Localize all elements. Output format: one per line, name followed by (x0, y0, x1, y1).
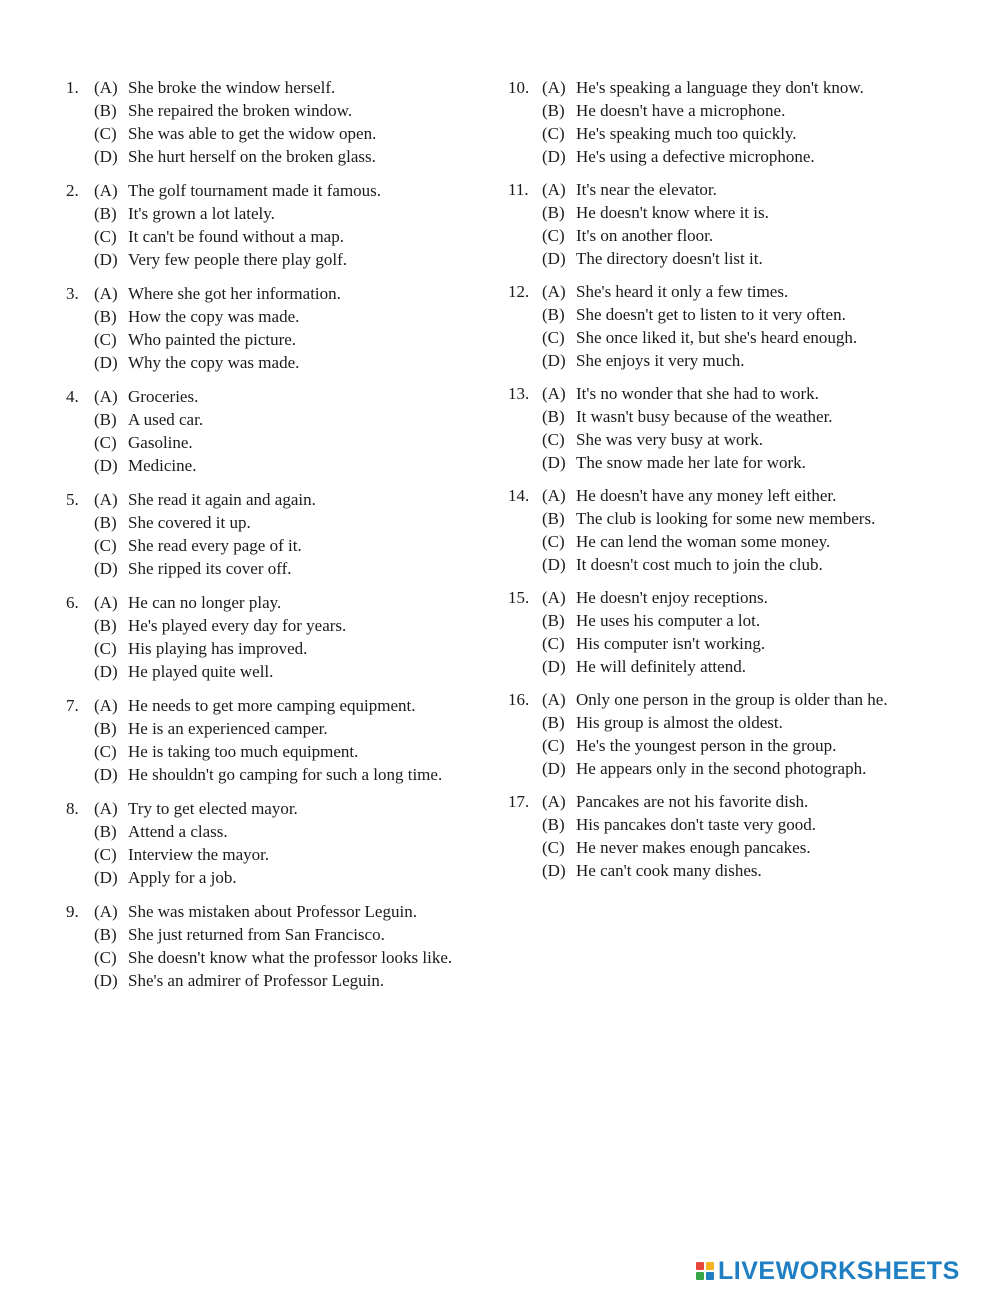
question-number: 17. (508, 792, 530, 811)
option-text: She broke the window herself. (128, 78, 336, 97)
option-text: He appears only in the second photograph. (576, 759, 867, 778)
answer-option (66, 946, 476, 969)
answer-option (66, 225, 476, 248)
option-letter: (B) (542, 815, 565, 834)
option-text: She's heard it only a few times. (576, 282, 789, 301)
option-text: It doesn't cost much to join the club. (576, 555, 823, 574)
option-text: He can no longer play. (128, 593, 282, 612)
option-text: She doesn't know what the professor looks like. (128, 948, 453, 967)
option-letter: (B) (542, 407, 565, 426)
option-text: Try to get elected mayor. (128, 799, 298, 818)
answer-option (66, 843, 476, 866)
answer-option (66, 488, 476, 511)
option-letter: (A) (542, 588, 566, 607)
option-letter: (B) (94, 204, 117, 223)
option-letter: (B) (542, 101, 565, 120)
question-number: 11. (508, 180, 529, 199)
option-letter: (D) (542, 657, 566, 676)
question-number: 10. (508, 78, 530, 97)
option-text: Very few people there play golf. (128, 250, 348, 269)
option-text: His group is almost the oldest. (576, 713, 783, 732)
question-13 (508, 382, 928, 474)
option-text: He will definitely attend. (576, 657, 746, 676)
option-text: He's speaking much too quickly. (576, 124, 797, 143)
option-text: It's no wonder that she had to work. (576, 384, 819, 403)
option-text: Who painted the picture. (128, 330, 297, 349)
question-number: 3. (66, 284, 79, 303)
option-text: He doesn't have any money left either. (576, 486, 837, 505)
answer-option (66, 282, 476, 305)
option-text: A used car. (128, 410, 204, 429)
answer-option (508, 609, 928, 632)
answer-option (508, 507, 928, 530)
answer-option (508, 484, 928, 507)
answer-option (508, 280, 928, 303)
option-letter: (C) (542, 532, 565, 551)
answer-option (508, 586, 928, 609)
option-text: She once liked it, but she's heard enough. (576, 328, 858, 347)
option-text: She covered it up. (128, 513, 251, 532)
answer-option (66, 660, 476, 683)
option-letter: (B) (94, 410, 117, 429)
answer-option (508, 201, 928, 224)
answer-option (508, 303, 928, 326)
option-letter: (B) (94, 822, 117, 841)
answer-option (508, 655, 928, 678)
option-letter: (B) (542, 611, 565, 630)
answer-option (66, 328, 476, 351)
option-text: He doesn't know where it is. (576, 203, 769, 222)
answer-option (66, 454, 476, 477)
option-letter: (D) (542, 147, 566, 166)
answer-option (66, 591, 476, 614)
option-letter: (C) (94, 124, 117, 143)
question-number: 13. (508, 384, 530, 403)
option-letter: (D) (94, 353, 118, 372)
option-letter: (D) (542, 351, 566, 370)
answer-option (66, 923, 476, 946)
option-text: The snow made her late for work. (576, 453, 806, 472)
option-letter: (C) (94, 639, 117, 658)
question-3 (66, 282, 476, 374)
option-text: Why the copy was made. (128, 353, 300, 372)
option-letter: (B) (94, 513, 117, 532)
option-letter: (A) (94, 387, 118, 406)
answer-option (508, 224, 928, 247)
answer-option (66, 694, 476, 717)
option-text: His computer isn't working. (576, 634, 766, 653)
option-text: Interview the mayor. (128, 845, 270, 864)
option-text: He never makes enough pancakes. (576, 838, 811, 857)
option-letter: (D) (542, 759, 566, 778)
answer-option (66, 248, 476, 271)
answer-option (508, 836, 928, 859)
option-letter: (D) (94, 971, 118, 990)
option-text: He's speaking a language they don't know. (576, 78, 864, 97)
option-text: The golf tournament made it famous. (128, 181, 382, 200)
answer-option (508, 349, 928, 372)
answer-option (508, 813, 928, 836)
question-number: 14. (508, 486, 530, 505)
question-number: 16. (508, 690, 530, 709)
option-letter: (D) (94, 868, 118, 887)
answer-option (508, 247, 928, 270)
option-text: Attend a class. (128, 822, 228, 841)
option-letter: (B) (94, 616, 117, 635)
option-letter: (C) (94, 227, 117, 246)
logo-block-blue (706, 1272, 714, 1280)
option-letter: (A) (542, 486, 566, 505)
question-12 (508, 280, 928, 372)
answer-option (508, 326, 928, 349)
option-letter: (C) (542, 124, 565, 143)
answer-option (508, 76, 928, 99)
answer-option (66, 179, 476, 202)
option-letter: (A) (542, 384, 566, 403)
option-text: It's on another floor. (576, 226, 714, 245)
answer-option (66, 900, 476, 923)
option-letter: (B) (542, 305, 565, 324)
question-5 (66, 488, 476, 580)
option-letter: (C) (94, 433, 117, 452)
option-letter: (A) (94, 799, 118, 818)
option-text: Medicine. (128, 456, 197, 475)
answer-option (508, 145, 928, 168)
answer-option (66, 408, 476, 431)
option-text: She was very busy at work. (576, 430, 763, 449)
option-letter: (B) (94, 925, 117, 944)
option-text: Only one person in the group is older than he. (576, 690, 888, 709)
question-8 (66, 797, 476, 889)
option-text: Where she got her information. (128, 284, 341, 303)
option-letter: (D) (94, 250, 118, 269)
answer-option (508, 405, 928, 428)
option-text: She was able to get the widow open. (128, 124, 377, 143)
logo-block-red (696, 1262, 704, 1270)
option-letter: (B) (542, 509, 565, 528)
question-number: 1. (66, 78, 79, 97)
answer-option (66, 614, 476, 637)
option-text: She doesn't get to listen to it very often. (576, 305, 846, 324)
question-9 (66, 900, 476, 992)
left-question-column (66, 76, 476, 1003)
question-16 (508, 688, 928, 780)
option-text: She was mistaken about Professor Leguin. (128, 902, 417, 921)
question-10 (508, 76, 928, 168)
answer-option (66, 717, 476, 740)
question-4 (66, 385, 476, 477)
option-text: It's grown a lot lately. (128, 204, 275, 223)
option-text: He doesn't enjoy receptions. (576, 588, 768, 607)
option-text: He can lend the woman some money. (576, 532, 831, 551)
option-letter: (B) (542, 713, 565, 732)
option-text: His playing has improved. (128, 639, 308, 658)
answer-option (508, 451, 928, 474)
option-letter: (A) (542, 78, 566, 97)
option-letter: (A) (94, 78, 118, 97)
answer-option (508, 530, 928, 553)
option-letter: (B) (94, 719, 117, 738)
option-letter: (A) (94, 284, 118, 303)
answer-option (66, 202, 476, 225)
option-letter: (B) (94, 307, 117, 326)
question-number: 15. (508, 588, 530, 607)
option-letter: (A) (94, 181, 118, 200)
answer-option (66, 797, 476, 820)
answer-option (508, 734, 928, 757)
answer-option (508, 178, 928, 201)
option-text: Groceries. (128, 387, 199, 406)
answer-option (508, 382, 928, 405)
answer-option (66, 351, 476, 374)
option-text: His pancakes don't taste very good. (576, 815, 817, 834)
option-letter: (D) (94, 456, 118, 475)
right-question-column (508, 76, 928, 892)
option-letter: (D) (94, 559, 118, 578)
question-number: 8. (66, 799, 79, 818)
option-text: She's an admirer of Professor Leguin. (128, 971, 385, 990)
option-text: She repaired the broken window. (128, 101, 353, 120)
option-letter: (A) (542, 282, 566, 301)
option-text: He's the youngest person in the group. (576, 736, 837, 755)
answer-option (66, 763, 476, 786)
option-text: She ripped its cover off. (128, 559, 292, 578)
option-text: He shouldn't go camping for such a long time. (128, 765, 443, 784)
option-text: Pancakes are not his favorite dish. (576, 792, 809, 811)
option-text: Apply for a job. (128, 868, 237, 887)
option-letter: (A) (94, 902, 118, 921)
option-text: He needs to get more camping equipment. (128, 696, 416, 715)
option-text: It's near the elevator. (576, 180, 717, 199)
brand-name: LIVEWORKSHEETS (718, 1256, 960, 1285)
option-text: He's using a defective microphone. (576, 147, 815, 166)
option-letter: (A) (94, 490, 118, 509)
answer-option (508, 711, 928, 734)
option-letter: (C) (542, 430, 565, 449)
option-letter: (C) (542, 634, 565, 653)
option-letter: (A) (94, 696, 118, 715)
question-11 (508, 178, 928, 270)
answer-option (66, 385, 476, 408)
option-letter: (A) (542, 180, 566, 199)
option-text: The directory doesn't list it. (576, 249, 763, 268)
question-number: 5. (66, 490, 79, 509)
question-17 (508, 790, 928, 882)
option-letter: (D) (94, 765, 118, 784)
option-letter: (A) (542, 690, 566, 709)
question-2 (66, 179, 476, 271)
answer-option (508, 553, 928, 576)
option-text: The club is looking for some new members. (576, 509, 876, 528)
option-letter: (B) (94, 101, 117, 120)
option-text: It wasn't busy because of the weather. (576, 407, 833, 426)
answer-option (66, 969, 476, 992)
answer-option (66, 145, 476, 168)
logo-block-yellow (706, 1262, 714, 1270)
option-letter: (D) (542, 555, 566, 574)
option-letter: (C) (542, 328, 565, 347)
question-number: 4. (66, 387, 79, 406)
answer-option (66, 820, 476, 843)
option-letter: (D) (94, 662, 118, 681)
option-letter: (C) (94, 742, 117, 761)
liveworksheets-brand (696, 1256, 988, 1286)
liveworksheets-logo-icon (696, 1262, 714, 1280)
option-letter: (A) (542, 792, 566, 811)
option-text: He uses his computer a lot. (576, 611, 761, 630)
answer-option (508, 428, 928, 451)
answer-option (508, 632, 928, 655)
option-text: She read every page of it. (128, 536, 302, 555)
question-1 (66, 76, 476, 168)
answer-option (66, 534, 476, 557)
option-letter: (C) (542, 226, 565, 245)
option-letter: (C) (94, 536, 117, 555)
option-text: He is taking too much equipment. (128, 742, 359, 761)
question-6 (66, 591, 476, 683)
option-letter: (D) (542, 249, 566, 268)
option-text: How the copy was made. (128, 307, 300, 326)
answer-option (66, 740, 476, 763)
question-number: 9. (66, 902, 79, 921)
answer-option (508, 859, 928, 882)
option-letter: (D) (542, 453, 566, 472)
question-number: 12. (508, 282, 530, 301)
answer-option (66, 866, 476, 889)
question-number: 2. (66, 181, 79, 200)
answer-option (66, 305, 476, 328)
question-number: 6. (66, 593, 79, 612)
option-letter: (C) (542, 736, 565, 755)
option-text: She just returned from San Francisco. (128, 925, 385, 944)
answer-option (508, 99, 928, 122)
answer-option (66, 99, 476, 122)
option-text: She read it again and again. (128, 490, 316, 509)
answer-option (508, 122, 928, 145)
answer-option (508, 757, 928, 780)
answer-option (508, 688, 928, 711)
answer-option (66, 557, 476, 580)
answer-option (66, 431, 476, 454)
option-text: He can't cook many dishes. (576, 861, 762, 880)
option-letter: (C) (542, 838, 565, 857)
option-letter: (B) (542, 203, 565, 222)
answer-option (66, 122, 476, 145)
option-text: It can't be found without a map. (128, 227, 344, 246)
option-text: Gasoline. (128, 433, 193, 452)
option-letter: (C) (94, 330, 117, 349)
option-letter: (C) (94, 845, 117, 864)
option-text: She enjoys it very much. (576, 351, 745, 370)
option-text: He is an experienced camper. (128, 719, 328, 738)
option-letter: (D) (94, 147, 118, 166)
logo-block-green (696, 1272, 704, 1280)
answer-option (66, 637, 476, 660)
option-text: He doesn't have a microphone. (576, 101, 786, 120)
option-letter: (D) (542, 861, 566, 880)
option-text: He's played every day for years. (128, 616, 347, 635)
option-letter: (C) (94, 948, 117, 967)
question-number: 7. (66, 696, 79, 715)
answer-option (66, 511, 476, 534)
option-letter: (A) (94, 593, 118, 612)
answer-option (66, 76, 476, 99)
question-15 (508, 586, 928, 678)
question-7 (66, 694, 476, 786)
answer-option (508, 790, 928, 813)
option-text: He played quite well. (128, 662, 274, 681)
option-text: She hurt herself on the broken glass. (128, 147, 376, 166)
question-14 (508, 484, 928, 576)
